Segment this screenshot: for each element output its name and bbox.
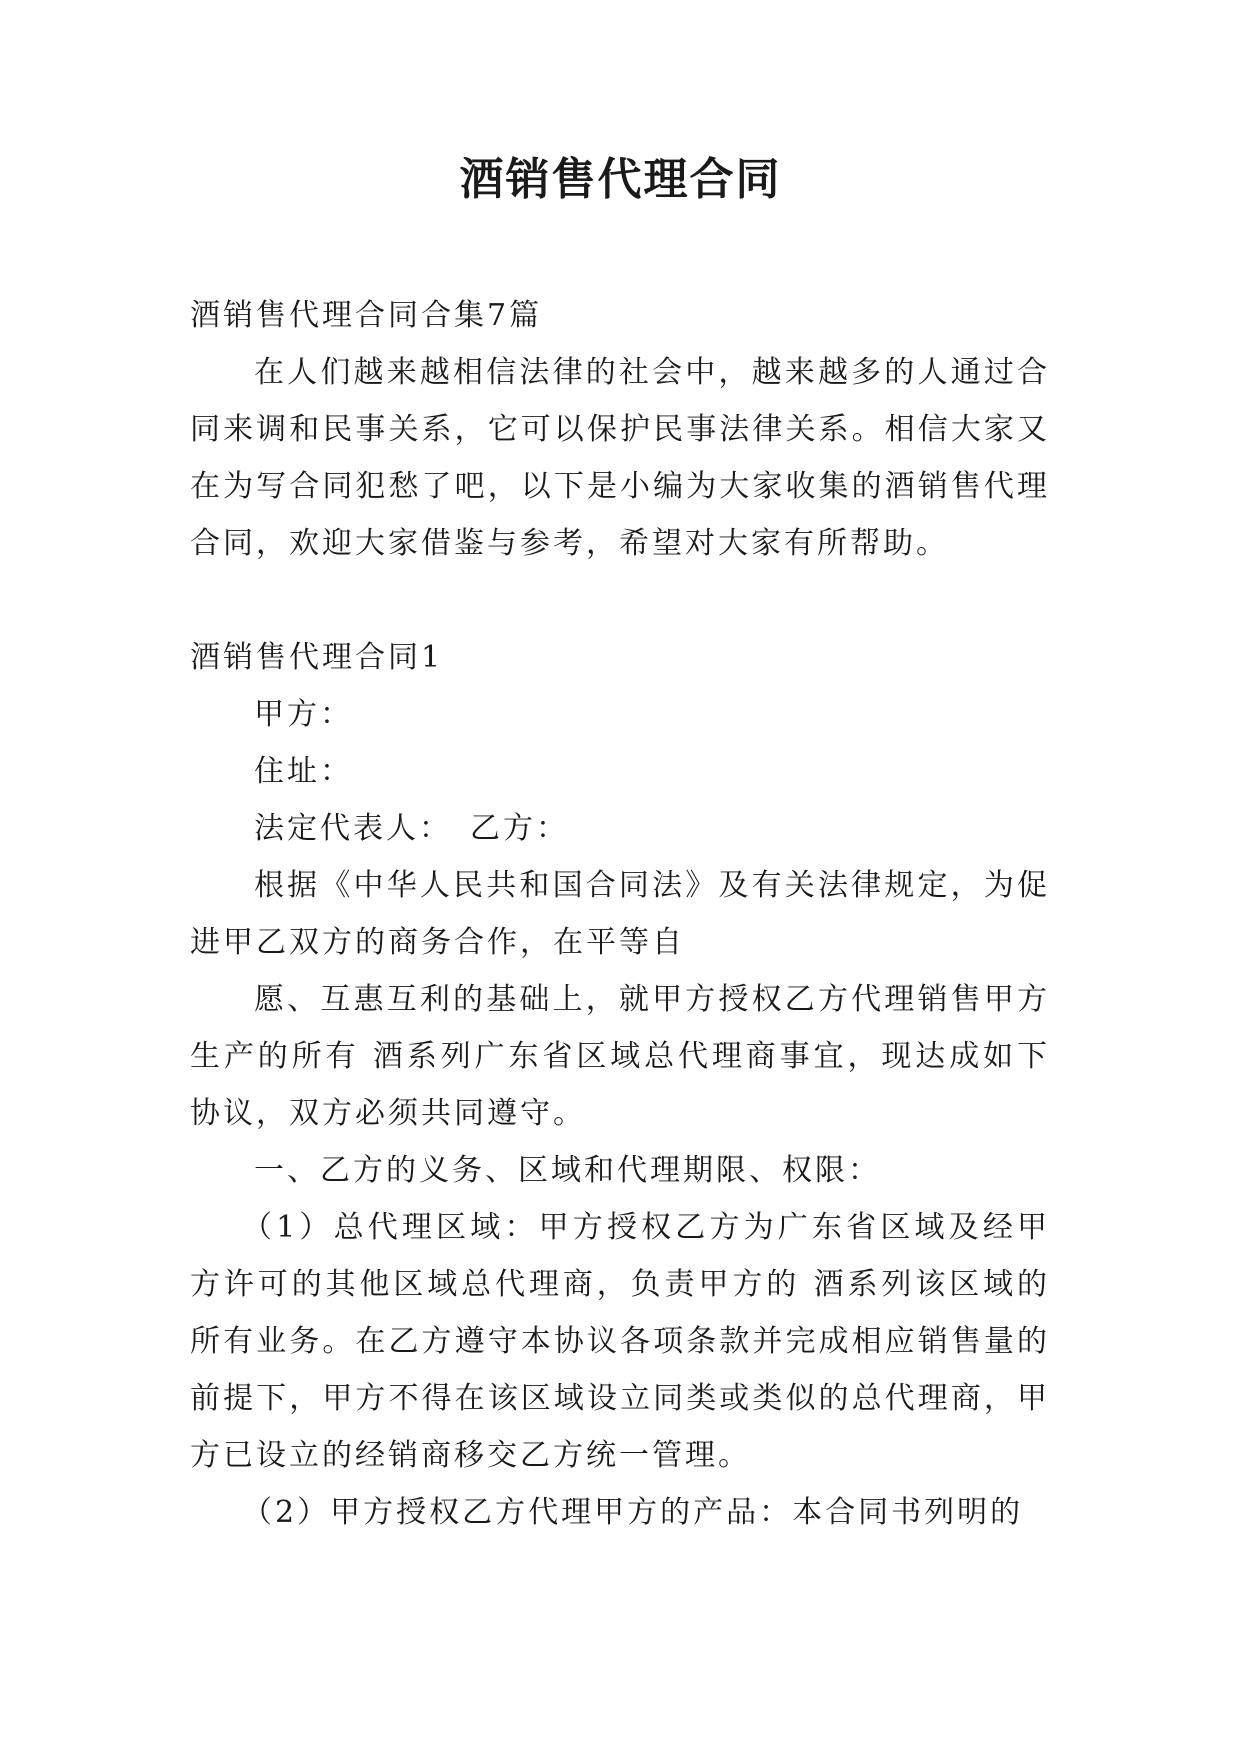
basis-paragraph-1: 根据《中华人民共和国合同法》及有关法律规定，为促进甲乙双方的商务合作，在平等自 bbox=[190, 868, 1050, 960]
collection-heading: 酒销售代理合同合集7篇 bbox=[190, 298, 543, 333]
document-body bbox=[190, 287, 1050, 1541]
clause-2: （2）甲方授权乙方代理甲方的产品：本合同书列明的 bbox=[242, 1495, 1024, 1530]
contract-heading: 酒销售代理合同1 bbox=[190, 640, 444, 675]
section-heading-1: 一、乙方的义务、区域和代理期限、权限： bbox=[254, 1153, 881, 1188]
legal-representative-line: 法定代表人： 乙方： bbox=[254, 811, 569, 846]
clause-1: （1）总代理区域：甲方授权乙方为广东省区域及经甲方许可的其他区域总代理商，负责甲方的 酒系列该区域的所有业务。在乙方遵守本协议各项条款并完成相应销售量的前提下，甲方不得在该区域设立同类或类似的总代理商，甲方已设立的经销商移交乙方统一管理。 bbox=[190, 1210, 1050, 1473]
basis-paragraph-2: 愿、互惠互利的基础上，就甲方授权乙方代理销售甲方生产的所有 酒系列广东省区域总代理商事宜，现达成如下协议，双方必须共同遵守。 bbox=[190, 982, 1050, 1131]
intro-paragraph: 在人们越来越相信法律的社会中，越来越多的人通过合同来调和民事关系，它可以保护民事法律关系。相信大家又在为写合同犯愁了吧，以下是小编为大家收集的酒销售代理合同，欢迎大家借鉴与参考，希望对大家有所帮助。 bbox=[190, 355, 1050, 561]
party-a-line: 甲方： bbox=[254, 697, 353, 732]
address-line: 住址： bbox=[254, 754, 353, 789]
paragraph-gap bbox=[190, 572, 1050, 629]
document-title: 酒销售代理合同 bbox=[459, 154, 782, 205]
